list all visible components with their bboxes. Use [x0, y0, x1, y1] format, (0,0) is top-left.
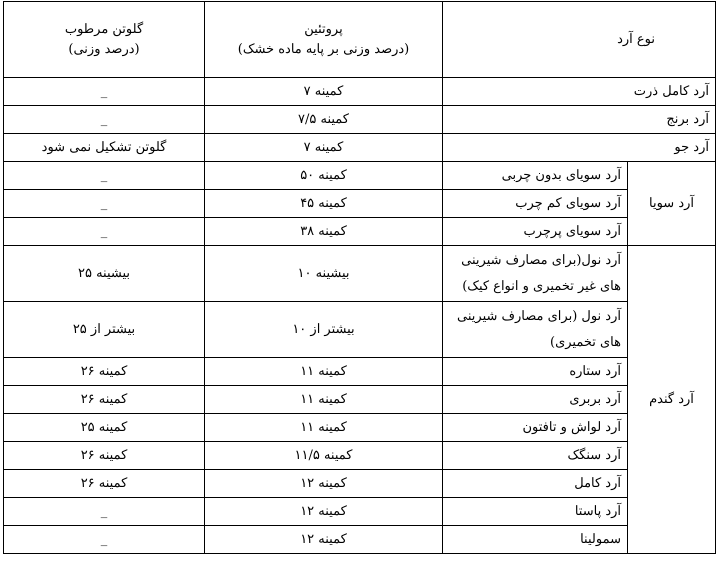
header-gluten-unit: (درصد وزنی)	[68, 41, 140, 57]
table-row	[4, 162, 716, 190]
protein-value: کمینه ۷	[205, 134, 443, 162]
header-protein	[205, 2, 443, 78]
header-protein-title: پروتئین	[304, 21, 343, 37]
protein-value: کمینه ۷/۵	[205, 106, 443, 134]
gluten-value: کمینه ۲۶	[4, 358, 205, 386]
table-row	[4, 302, 716, 358]
protein-value: کمینه ۱۲	[205, 498, 443, 526]
table-row	[4, 414, 716, 442]
gluten-value: کمینه ۲۶	[4, 470, 205, 498]
flour-name: آرد سویای بدون چربی	[443, 162, 628, 190]
protein-value: کمینه ۱۱	[205, 414, 443, 442]
table-row	[4, 78, 716, 106]
header-row	[4, 2, 716, 78]
table-row	[4, 190, 716, 218]
protein-value: بیشینه ۱۰	[205, 246, 443, 302]
gluten-value: کمینه ۲۶	[4, 442, 205, 470]
table-row	[4, 106, 716, 134]
protein-value: کمینه ۷	[205, 78, 443, 106]
protein-value: بیشتر از ۱۰	[205, 302, 443, 358]
protein-value: کمینه ۱۲	[205, 470, 443, 498]
gluten-value: گلوتن تشکیل نمی شود	[4, 134, 205, 162]
gluten-value: _	[4, 190, 205, 218]
header-gluten	[4, 2, 205, 78]
protein-value: کمینه ۵۰	[205, 162, 443, 190]
protein-value: کمینه ۱۱	[205, 358, 443, 386]
table-row	[4, 386, 716, 414]
group-wheat: آرد گندم	[628, 246, 716, 554]
gluten-value: _	[4, 526, 205, 554]
flour-name: آرد برنج	[443, 106, 716, 134]
gluten-value: _	[4, 162, 205, 190]
flour-name: آرد ستاره	[443, 358, 628, 386]
flour-name: آرد نول(برای مصارف شیرینی های غیر تخمیری و انواع کیک)	[443, 246, 628, 302]
gluten-value: _	[4, 218, 205, 246]
flour-name: آرد سنگک	[443, 442, 628, 470]
table-row	[4, 442, 716, 470]
flour-name: آرد لواش و تافتون	[443, 414, 628, 442]
flour-name: آرد جو	[443, 134, 716, 162]
protein-value: کمینه ۴۵	[205, 190, 443, 218]
header-gluten-title: گلوتن مرطوب	[64, 21, 144, 37]
flour-name: آرد کامل ذرت	[443, 78, 716, 106]
flour-name: آرد بربری	[443, 386, 628, 414]
protein-value: کمینه ۳۸	[205, 218, 443, 246]
table-row	[4, 358, 716, 386]
gluten-value: بیشینه ۲۵	[4, 246, 205, 302]
header-flour-type: نوع آرد	[443, 2, 716, 78]
flour-name: آرد کامل	[443, 470, 628, 498]
header-protein-unit: (درصد وزنی بر پایه ماده خشک)	[237, 41, 410, 57]
protein-value: کمینه ۱۲	[205, 526, 443, 554]
flour-name: سمولینا	[443, 526, 628, 554]
group-soy: آرد سویا	[628, 162, 716, 246]
table-row	[4, 218, 716, 246]
gluten-value: _	[4, 106, 205, 134]
gluten-value: بیشتر از ۲۵	[4, 302, 205, 358]
protein-value: کمینه ۱۱	[205, 386, 443, 414]
gluten-value: کمینه ۲۵	[4, 414, 205, 442]
table-row	[4, 526, 716, 554]
gluten-value: _	[4, 78, 205, 106]
gluten-value: _	[4, 498, 205, 526]
flour-name: آرد سویای کم چرب	[443, 190, 628, 218]
flour-name: آرد سویای پرچرب	[443, 218, 628, 246]
flour-name: آرد نول (برای مصارف شیرینی های تخمیری)	[443, 302, 628, 358]
table-row	[4, 498, 716, 526]
protein-value: کمینه ۱۱/۵	[205, 442, 443, 470]
gluten-value: کمینه ۲۶	[4, 386, 205, 414]
table-row	[4, 134, 716, 162]
table-row	[4, 470, 716, 498]
flour-name: آرد پاستا	[443, 498, 628, 526]
flour-spec-table	[3, 1, 716, 554]
table-row	[4, 246, 716, 302]
